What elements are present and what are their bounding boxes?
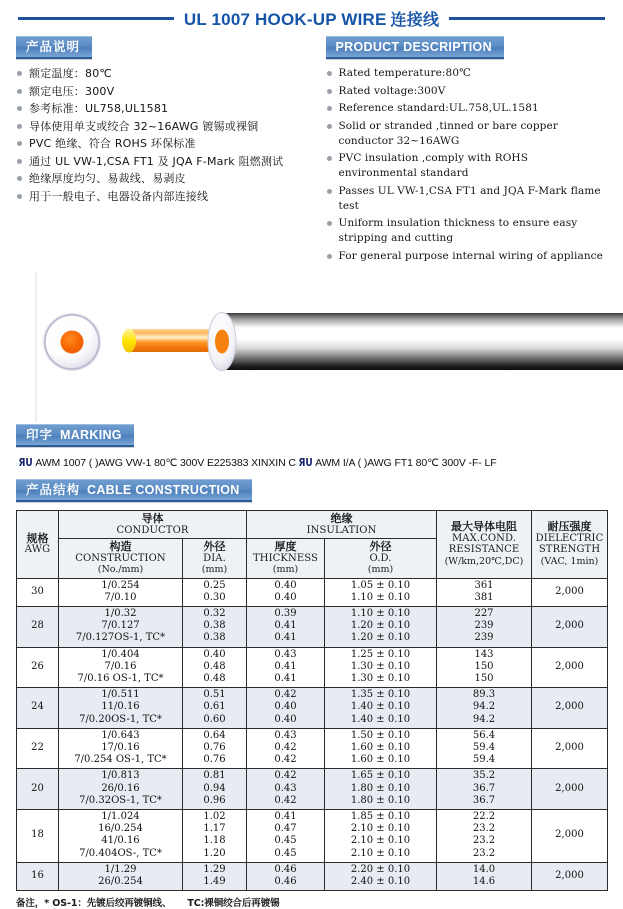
th-thickness-unit: (mm) (272, 564, 299, 575)
cell-insulation-thickness (247, 769, 325, 810)
cell-insulation-thickness-value: 0.42 (274, 770, 297, 782)
th-conductor-dia (183, 539, 247, 579)
cell-resistance-value: 36.7 (472, 794, 496, 806)
cell-resistance-value: 239 (474, 632, 494, 644)
cell-insulation-thickness-value: 0.40 (274, 713, 297, 725)
cell-resistance-value: 23.2 (472, 823, 496, 835)
cell-awg: 16 (17, 862, 59, 890)
cell-insulation-thickness-value: 0.47 (274, 823, 297, 835)
list-item: PVC insulation ,comply with ROHS environmental standard (326, 151, 608, 181)
wire-diagram-svg (0, 272, 623, 422)
cell-resistance-value: 227 (474, 607, 494, 619)
cell-insulation-thickness-value: 0.40 (274, 579, 297, 591)
cell-awg: 18 (17, 809, 59, 862)
cell-conductor-dia (183, 809, 247, 862)
cell-resistance-value: 150 (474, 660, 494, 672)
cell-conductor-dia (183, 647, 247, 688)
cell-conductor-dia-value: 0.61 (203, 701, 226, 713)
cell-construction-value: 7/0.32OS-1, TC* (79, 794, 162, 806)
cell-insulation-thickness-value: 0.45 (274, 835, 297, 847)
cell-construction-value: 26/0.254 (98, 875, 143, 887)
cell-dielectric-strength: 2,000 (532, 769, 608, 810)
cell-construction-value: 1/1.29 (104, 863, 137, 875)
list-item: Solid or stranded ,tinned or bare copper conductor 32~16AWG (326, 119, 608, 149)
chip-label-cn: 产品结构 (26, 482, 81, 497)
cell-construction-value: 7/0.127 (101, 620, 140, 632)
cell-conductor-dia-value: 1.18 (203, 835, 226, 847)
cell-dielectric-strength: 2,000 (532, 647, 608, 688)
th-thickness (247, 539, 325, 579)
table-footnote (0, 891, 623, 909)
cell-conductor-dia-value: 1.49 (203, 875, 226, 887)
cell-insulation-thickness-value: 0.41 (274, 660, 297, 672)
th-construction (59, 539, 183, 579)
cell-conductor-dia-value: 1.20 (203, 847, 226, 859)
cell-insulation-od-value: 1.20 ± 0.10 (350, 620, 411, 632)
cell-insulation-thickness (247, 862, 325, 890)
ul-logo-icon-2: ЯU (298, 456, 313, 469)
cell-resistance (437, 647, 532, 688)
section-header-cable-construction (16, 479, 252, 502)
cell-insulation-od (325, 606, 437, 647)
th-group-insulation-en: INSULATION (306, 524, 377, 536)
cell-conductor-dia (183, 578, 247, 606)
cell-construction (59, 769, 183, 810)
cell-construction (59, 647, 183, 688)
cell-insulation-thickness-value: 0.40 (274, 591, 297, 603)
cell-conductor-dia-value: 0.38 (203, 620, 226, 632)
chip-label-cn: 产品说明 (26, 39, 81, 54)
cell-construction (59, 728, 183, 769)
th-conductor-dia-cn: 外径 (203, 540, 226, 553)
cell-insulation-od-value: 2.10 ± 0.10 (350, 823, 411, 835)
cell-construction-value: 11/0.16 (101, 701, 140, 713)
cell-construction-value: 1/0.404 (101, 648, 140, 660)
cell-insulation-od-value: 2.10 ± 0.10 (350, 847, 411, 859)
cell-insulation-od-value: 1.10 ± 0.10 (350, 607, 411, 619)
cell-construction-value: 7/0.16 (104, 660, 137, 672)
footnote-label: 备注，* OS-1：先镀后绞再镀铜线、 (16, 898, 172, 909)
cell-insulation-thickness-value: 0.43 (274, 729, 297, 741)
cell-resistance-value: 36.7 (472, 782, 496, 794)
cell-resistance (437, 769, 532, 810)
section-header-marking (16, 424, 134, 447)
cell-insulation-thickness (247, 578, 325, 606)
description-column-en (312, 36, 608, 266)
cell-resistance-value: 143 (474, 648, 494, 660)
cell-resistance-value: 150 (474, 672, 494, 684)
cell-insulation-od-value: 1.80 ± 0.10 (350, 782, 411, 794)
cell-construction (59, 606, 183, 647)
cell-conductor-dia-value: 0.76 (203, 741, 226, 753)
th-resistance-cn: 最大导体电阻 (451, 520, 517, 534)
title-rule-left (18, 17, 174, 20)
cell-resistance (437, 862, 532, 890)
cell-conductor-dia-value: 0.96 (203, 794, 226, 806)
cell-insulation-thickness-value: 0.40 (274, 701, 297, 713)
cell-insulation-thickness-value: 0.42 (274, 689, 297, 701)
cell-resistance-value: 361 (474, 579, 494, 591)
cell-insulation-od-value: 1.05 ± 0.10 (350, 579, 411, 591)
table-row (17, 647, 608, 688)
cell-insulation-thickness (247, 647, 325, 688)
description-column-cn (16, 36, 312, 266)
cell-insulation-od-value: 1.30 ± 0.10 (350, 672, 411, 684)
th-od-unit: (mm) (367, 564, 394, 575)
cell-resistance-value: 381 (474, 591, 494, 603)
cell-conductor-dia (183, 728, 247, 769)
cell-conductor-dia (183, 862, 247, 890)
cell-conductor-dia-value: 1.02 (203, 810, 226, 822)
cell-insulation-od (325, 647, 437, 688)
cell-conductor-dia-value: 1.29 (203, 863, 226, 875)
chip-label-cn: 印字 (26, 427, 54, 442)
cell-awg: 22 (17, 728, 59, 769)
table-row (17, 862, 608, 890)
cell-construction-value: 1/0.32 (104, 607, 137, 619)
marking-text-part2: AWM I/A ( )AWG FT1 80℃ 300V -F- LF (315, 456, 497, 469)
cell-insulation-thickness-value: 0.42 (274, 794, 297, 806)
list-item: 用于一般电子、电器设备内部连接线 (16, 189, 312, 204)
cell-conductor-dia-value: 0.38 (203, 632, 226, 644)
wire-insulation-jacket (208, 313, 623, 371)
th-resistance-unit: (W/km,20℃,DC) (444, 555, 524, 567)
cell-insulation-thickness-value: 0.42 (274, 741, 297, 753)
list-item: 绝缘厚度均匀、易裁线、易剥皮 (16, 171, 312, 186)
th-dielectric-en-2: STRENGTH (538, 544, 601, 556)
cell-conductor-dia (183, 688, 247, 729)
cell-insulation-od-value: 1.50 ± 0.10 (350, 729, 411, 741)
page-title (184, 7, 439, 30)
cell-conductor-dia-value: 0.30 (203, 591, 226, 603)
list-item: For general purpose internal wiring of appliance (326, 249, 608, 264)
cell-conductor-dia (183, 769, 247, 810)
th-group-conductor-cn: 导体 (141, 512, 164, 525)
cell-construction (59, 809, 183, 862)
description-section (0, 30, 623, 266)
cell-dielectric-strength: 2,000 (532, 862, 608, 890)
th-group-conductor-en: CONDUCTOR (116, 524, 189, 536)
cell-insulation-thickness-value: 0.46 (274, 875, 297, 887)
cell-awg: 20 (17, 769, 59, 810)
cell-resistance (437, 809, 532, 862)
cell-conductor-dia-value: 0.40 (203, 648, 226, 660)
table-row (17, 728, 608, 769)
th-construction-en: CONSTRUCTION (75, 552, 166, 564)
cell-dielectric-strength: 2,000 (532, 809, 608, 862)
list-item: 导体使用单支或绞合 32~16AWG 镀锡或裸铜 (16, 119, 312, 134)
cell-insulation-od (325, 578, 437, 606)
cell-conductor-dia-value: 0.48 (203, 660, 226, 672)
th-awg (17, 511, 59, 579)
cell-resistance-value: 239 (474, 620, 494, 632)
cell-resistance-value: 22.2 (472, 810, 496, 822)
list-item: 额定温度：80℃ (16, 66, 312, 81)
cell-construction (59, 688, 183, 729)
cell-resistance (437, 578, 532, 606)
cell-construction-value: 7/0.127OS-1, TC* (75, 632, 166, 644)
document-title-bar (0, 0, 623, 30)
cell-construction-value: 1/0.254 (101, 579, 140, 591)
marking-text-part1: AWM 1007 ( )AWG VW-1 80℃ 300V E225383 XINXIN C (35, 456, 296, 469)
th-od-en: O.D. (369, 552, 392, 564)
cell-awg: 30 (17, 578, 59, 606)
cell-insulation-thickness-value: 0.41 (274, 672, 297, 684)
table-row (17, 809, 608, 862)
cell-construction-value: 16/0.254 (98, 823, 143, 835)
cell-insulation-od (325, 862, 437, 890)
cell-resistance-value: 94.2 (472, 713, 496, 725)
cell-insulation-od (325, 688, 437, 729)
cell-conductor-dia-value: 0.64 (203, 729, 226, 741)
cell-insulation-od (325, 728, 437, 769)
cable-construction-section (0, 479, 623, 891)
chip-label-en: CABLE CONSTRUCTION (87, 483, 240, 497)
cable-construction-table (16, 510, 608, 891)
ul-logo-icon-1: ЯU (18, 456, 33, 469)
cell-insulation-od-value: 2.20 ± 0.10 (350, 863, 411, 875)
cell-construction-value: 7/0.16 OS-1, TC* (77, 672, 164, 684)
cell-conductor-dia-value: 0.76 (203, 754, 226, 766)
marking-text-line (16, 456, 607, 469)
th-dielectric-unit: (VAC, 1min) (540, 555, 599, 567)
cell-construction-value: 7/0.404OS-, TC* (79, 847, 162, 859)
cell-insulation-od-value: 1.25 ± 0.10 (350, 648, 411, 660)
cell-awg: 26 (17, 647, 59, 688)
wire-illustration (0, 272, 623, 422)
th-od (325, 539, 437, 579)
cell-insulation-thickness (247, 606, 325, 647)
cell-insulation-od (325, 769, 437, 810)
cell-insulation-thickness-value: 0.43 (274, 648, 297, 660)
cell-insulation-thickness-value: 0.41 (274, 620, 297, 632)
cell-resistance-value: 56.4 (472, 729, 496, 741)
cell-dielectric-strength: 2,000 (532, 578, 608, 606)
cell-insulation-od-value: 1.40 ± 0.10 (350, 701, 411, 713)
list-item: 额定电压：300V (16, 84, 312, 99)
th-thickness-en: THICKNESS (253, 552, 318, 564)
table-head (17, 511, 608, 579)
description-list-cn (16, 66, 312, 204)
cell-insulation-od-value: 1.65 ± 0.10 (350, 770, 411, 782)
chip-label-en: PRODUCT DESCRIPTION (335, 40, 492, 54)
th-resistance-en-1: MAX.COND. (451, 532, 517, 544)
cell-dielectric-strength: 2,000 (532, 688, 608, 729)
cell-construction-value: 1/1.024 (101, 810, 140, 822)
cell-conductor-dia-value: 0.94 (203, 782, 226, 794)
cell-insulation-thickness-value: 0.43 (274, 782, 297, 794)
cell-resistance-value: 23.2 (472, 835, 496, 847)
wire-cross-section (43, 313, 101, 371)
cell-insulation-od-value: 2.40 ± 0.10 (350, 875, 411, 887)
th-awg-en: AWG (24, 544, 51, 556)
cell-conductor-dia-value: 0.48 (203, 672, 226, 684)
table-row (17, 688, 608, 729)
cell-resistance-value: 59.4 (472, 754, 496, 766)
section-header-product-description-en (326, 36, 504, 59)
cell-insulation-thickness-value: 0.46 (274, 863, 297, 875)
cell-insulation-od-value: 1.85 ± 0.10 (350, 810, 411, 822)
cell-resistance (437, 728, 532, 769)
th-thickness-cn: 厚度 (274, 540, 297, 553)
table-row (17, 606, 608, 647)
th-dielectric (532, 511, 608, 579)
th-dielectric-cn: 耐压强度 (547, 520, 592, 534)
list-item: Uniform insulation thickness to ensure easy stripping and cutting (326, 216, 608, 246)
page-title-cn: 连接线 (390, 9, 440, 29)
cell-insulation-od-value: 1.35 ± 0.10 (350, 689, 411, 701)
cell-resistance-value: 14.0 (472, 863, 496, 875)
th-group-insulation (247, 511, 437, 539)
list-item: Reference standard:UL.758,UL.1581 (326, 101, 608, 116)
cell-insulation-od-value: 1.10 ± 0.10 (350, 591, 411, 603)
th-awg-cn: 规格 (26, 531, 49, 545)
cell-insulation-od-value: 2.10 ± 0.10 (350, 835, 411, 847)
cell-insulation-od-value: 1.20 ± 0.10 (350, 632, 411, 644)
cell-insulation-od-value: 1.60 ± 0.10 (350, 754, 411, 766)
th-construction-unit: (No./mm) (97, 564, 144, 575)
list-item: 通过 UL VW-1,CSA FT1 及 JQA F-Mark 阻燃测试 (16, 154, 312, 169)
cell-awg: 24 (17, 688, 59, 729)
th-dielectric-en-1: DIELECTRIC (535, 532, 604, 544)
cell-dielectric-strength: 2,000 (532, 728, 608, 769)
cell-conductor-dia-value: 1.17 (203, 823, 226, 835)
th-resistance-en-2: RESISTANCE (448, 544, 520, 556)
cell-resistance-value: 23.2 (472, 847, 496, 859)
cell-conductor-dia-value: 0.32 (203, 607, 226, 619)
list-item: Rated temperature:80℃ (326, 66, 608, 81)
cell-dielectric-strength: 2,000 (532, 606, 608, 647)
cell-construction-value: 7/0.20OS-1, TC* (79, 713, 162, 725)
cell-construction-value: 41/0.16 (101, 835, 140, 847)
th-group-conductor (59, 511, 247, 539)
cell-insulation-thickness-value: 0.39 (274, 607, 297, 619)
cell-awg: 28 (17, 606, 59, 647)
marking-section (0, 424, 623, 469)
list-item: 参考标准：UL758,UL1581 (16, 101, 312, 116)
cell-construction-value: 26/0.16 (101, 782, 140, 794)
cell-insulation-od (325, 809, 437, 862)
th-construction-cn: 构造 (109, 540, 132, 553)
list-item: PVC 绝缘、符合 ROHS 环保标准 (16, 136, 312, 151)
cell-insulation-thickness-value: 0.45 (274, 847, 297, 859)
cell-resistance-value: 59.4 (472, 741, 496, 753)
page-title-en: UL 1007 HOOK-UP WIRE (183, 9, 387, 29)
cell-conductor-dia-value: 0.51 (203, 689, 226, 701)
list-item: Rated voltage:300V (326, 84, 608, 99)
cell-insulation-thickness-value: 0.42 (274, 754, 297, 766)
table-row (17, 769, 608, 810)
title-rule-right (449, 17, 605, 20)
cell-construction-value: 17/0.16 (101, 741, 140, 753)
cell-insulation-thickness (247, 728, 325, 769)
cell-construction-value: 1/0.643 (101, 729, 140, 741)
cell-resistance-value: 35.2 (472, 770, 496, 782)
table-body (17, 578, 608, 891)
cell-construction-value: 7/0.10 (104, 591, 137, 603)
cell-construction (59, 862, 183, 890)
cell-insulation-thickness-value: 0.41 (274, 632, 297, 644)
th-conductor-dia-unit: (mm) (201, 564, 228, 575)
cell-construction (59, 578, 183, 606)
th-resistance (437, 511, 532, 579)
cell-resistance-value: 14.6 (472, 875, 496, 887)
footnote-tc: TC:裸铜绞合后再镀锡 (187, 898, 280, 909)
cell-construction-value: 7/0.254 OS-1, TC* (74, 754, 167, 766)
cell-conductor-dia-value: 0.25 (203, 579, 226, 591)
th-conductor-dia-en: DIA. (203, 552, 226, 564)
cell-resistance (437, 688, 532, 729)
cell-conductor-dia-value: 0.60 (203, 713, 226, 725)
table-row (17, 578, 608, 606)
cell-insulation-od-value: 1.80 ± 0.10 (350, 794, 411, 806)
cell-construction-value: 1/0.813 (101, 770, 140, 782)
cell-insulation-thickness-value: 0.41 (274, 810, 297, 822)
table-group-header-row (17, 511, 608, 539)
cell-resistance (437, 606, 532, 647)
cell-insulation-od-value: 1.40 ± 0.10 (350, 713, 411, 725)
cell-resistance-value: 94.2 (472, 701, 496, 713)
cell-resistance-value: 89.3 (472, 689, 496, 701)
section-header-product-description-cn (16, 36, 92, 59)
cell-insulation-od-value: 1.30 ± 0.10 (350, 660, 411, 672)
cell-conductor-dia (183, 606, 247, 647)
cell-insulation-thickness (247, 688, 325, 729)
cell-conductor-dia-value: 0.81 (203, 770, 226, 782)
cell-insulation-od-value: 1.60 ± 0.10 (350, 741, 411, 753)
list-item: Passes UL VW-1,CSA FT1 and JQA F-Mark flame test (326, 184, 608, 214)
cell-insulation-thickness (247, 809, 325, 862)
th-group-insulation-cn: 绝缘 (330, 512, 353, 525)
cell-construction-value: 1/0.511 (101, 689, 140, 701)
th-od-cn: 外径 (369, 540, 392, 553)
chip-label-en: MARKING (60, 428, 122, 442)
description-list-en (326, 66, 608, 264)
